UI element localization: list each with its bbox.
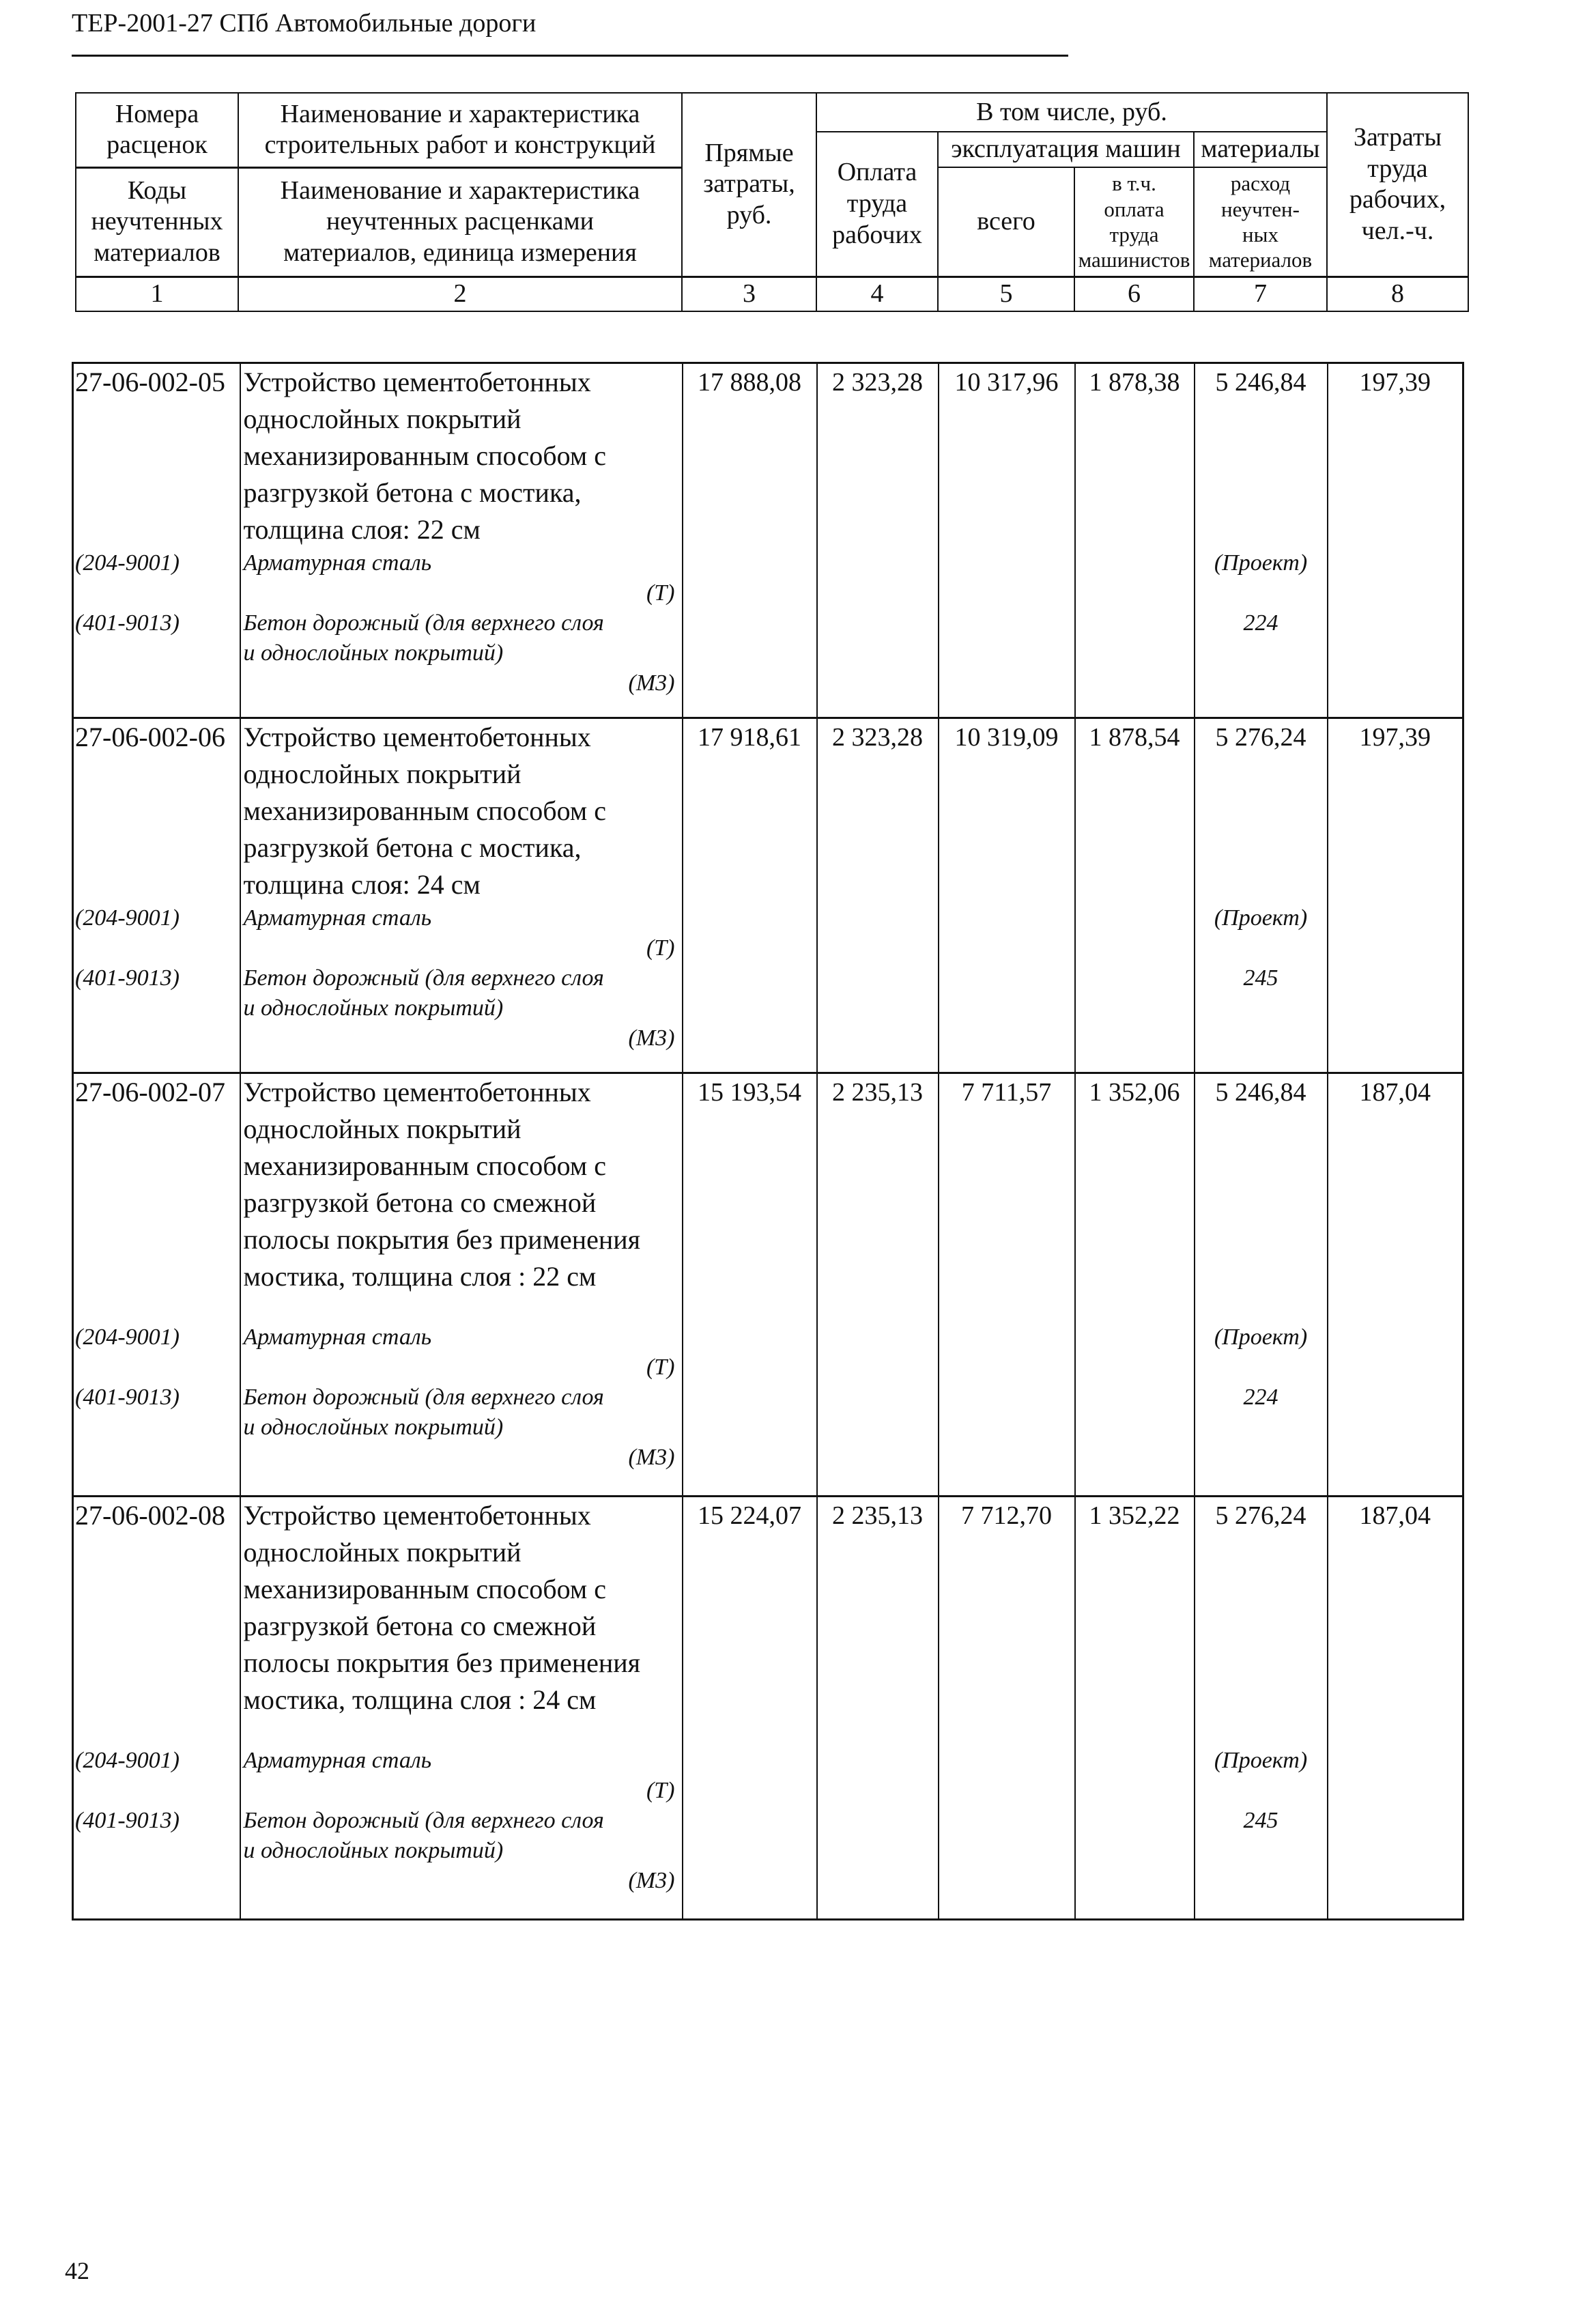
machinist-pay-value xyxy=(1075,718,1195,1073)
header-text: материалов, единица измерения xyxy=(283,238,637,267)
material-consumption: (Проект) xyxy=(1214,905,1308,931)
value: 15 193,54 xyxy=(698,1078,801,1107)
work-description-line: толщина слоя: 24 см xyxy=(243,869,481,900)
work-description-line: разгрузкой бетона с мостика, xyxy=(243,477,582,508)
material-unit: (Т) xyxy=(646,580,675,606)
worker-pay-value xyxy=(817,718,939,1073)
header-materials-group: материалы xyxy=(1194,132,1327,167)
worker-pay-value xyxy=(817,363,939,718)
labor-hours-value xyxy=(1328,1497,1463,1920)
material-code: (204-9001) xyxy=(75,1324,180,1350)
description-cell xyxy=(240,1073,683,1497)
materials-cell xyxy=(1195,718,1328,1073)
value: 7 712,70 xyxy=(961,1501,1052,1530)
value: 1 352,06 xyxy=(1089,1078,1180,1107)
material-code: (204-9001) xyxy=(75,905,180,931)
table-row xyxy=(73,1497,1463,1920)
value: 1 878,54 xyxy=(1089,723,1180,752)
rate-code: 27-06-002-05 xyxy=(75,367,225,397)
work-description-line: полосы покрытия без применения xyxy=(243,1647,641,1678)
header-text: чел.-ч. xyxy=(1361,216,1434,245)
header-materials-consumption xyxy=(1194,167,1327,277)
work-description-line: однослойных покрытий xyxy=(243,1114,521,1144)
worker-pay-value xyxy=(817,1497,939,1920)
material-consumption: (Проект) xyxy=(1214,1324,1308,1350)
value: 10 319,09 xyxy=(954,723,1059,752)
materials-value: 5 246,84 xyxy=(1215,368,1306,397)
header-rule xyxy=(72,55,1068,57)
header-text: расценок xyxy=(106,130,208,160)
work-description-line: Устройство цементобетонных xyxy=(243,367,591,397)
description-cell xyxy=(240,718,683,1073)
rate-code: 27-06-002-06 xyxy=(75,722,225,752)
header-text: руб. xyxy=(726,201,772,230)
table-header xyxy=(75,92,1469,312)
header-text: Номера xyxy=(115,99,199,128)
code-cell xyxy=(73,718,240,1073)
material-name: Бетон дорожный (для верхнего слоя xyxy=(243,1385,604,1410)
header-direct-costs xyxy=(682,93,816,277)
value: 197,39 xyxy=(1359,368,1431,397)
value: 187,04 xyxy=(1359,1501,1431,1530)
value: 15 224,07 xyxy=(698,1501,801,1530)
material-code: (401-9013) xyxy=(75,610,180,636)
machinist-pay-value xyxy=(1075,363,1195,718)
material-code: (204-9001) xyxy=(75,1748,180,1773)
materials-cell xyxy=(1195,363,1328,718)
work-description-line: однослойных покрытий xyxy=(243,403,521,434)
material-code: (401-9013) xyxy=(75,965,180,991)
header-text: рабочих, xyxy=(1349,185,1446,214)
material-code: (401-9013) xyxy=(75,1808,180,1833)
header-text: неучтенных xyxy=(91,207,223,236)
value: 7 711,57 xyxy=(961,1078,1052,1107)
work-description-line: Устройство цементобетонных xyxy=(243,722,591,752)
machinist-pay-value xyxy=(1075,1073,1195,1497)
header-rate-numbers xyxy=(76,93,238,167)
code-cell xyxy=(73,1497,240,1920)
labor-hours-value xyxy=(1328,363,1463,718)
header-unaccounted-codes xyxy=(76,167,238,277)
value: 197,39 xyxy=(1359,723,1431,752)
rates-table xyxy=(72,362,1464,1921)
material-name: Арматурная сталь xyxy=(243,905,432,931)
column-number: 3 xyxy=(682,277,816,311)
material-name: Арматурная сталь xyxy=(243,1324,432,1350)
column-number: 1 xyxy=(76,277,238,311)
value: 2 323,28 xyxy=(832,723,923,752)
header-worker-pay xyxy=(816,132,938,277)
header-text: машинистов xyxy=(1078,247,1190,272)
material-unit: (М3) xyxy=(628,1868,675,1893)
value: 187,04 xyxy=(1359,1078,1431,1107)
work-description-line: мостика, толщина слоя : 24 см xyxy=(243,1684,597,1715)
header-material-name xyxy=(238,167,682,277)
material-name: Арматурная сталь xyxy=(243,550,432,576)
header-text: труда xyxy=(1109,222,1159,246)
work-description-line: механизированным способом с xyxy=(243,440,606,471)
work-description-line: Устройство цементобетонных xyxy=(243,1500,591,1531)
materials-cell xyxy=(1195,1073,1328,1497)
material-name: и однослойных покрытий) xyxy=(243,995,504,1021)
work-description-line: полосы покрытия без применения xyxy=(243,1224,641,1255)
material-name: Бетон дорожный (для верхнего слоя xyxy=(243,965,604,991)
header-including-group: В том числе, руб. xyxy=(816,93,1327,132)
value: 1 878,38 xyxy=(1089,368,1180,397)
machinist-pay-value xyxy=(1075,1497,1195,1920)
labor-hours-value xyxy=(1328,1073,1463,1497)
material-unit: (Т) xyxy=(646,1778,675,1803)
header-machines-group: эксплуатация машин xyxy=(938,132,1194,167)
header-text: неучтенных расценками xyxy=(326,207,594,236)
work-description-line: мостика, толщина слоя : 22 см xyxy=(243,1261,597,1292)
header-text: строительных работ и конструкций xyxy=(264,130,656,160)
value: 2 235,13 xyxy=(832,1501,923,1530)
column-number: 4 xyxy=(816,277,938,311)
header-text: затраты, xyxy=(703,169,795,199)
description-cell xyxy=(240,1497,683,1920)
code-cell xyxy=(73,363,240,718)
header-work-name xyxy=(238,93,682,167)
header-text: расход xyxy=(1230,171,1291,196)
header-text: труда xyxy=(1367,154,1428,183)
value: 17 918,61 xyxy=(698,723,801,752)
material-name: Арматурная сталь xyxy=(243,1748,432,1773)
direct-costs-value xyxy=(683,1073,817,1497)
value: 10 317,96 xyxy=(954,368,1059,397)
materials-value: 5 276,24 xyxy=(1215,723,1306,752)
material-consumption: (Проект) xyxy=(1214,1748,1308,1773)
materials-value: 5 246,84 xyxy=(1215,1078,1306,1107)
rate-code: 27-06-002-08 xyxy=(75,1500,225,1531)
value: 2 323,28 xyxy=(832,368,923,397)
column-number: 8 xyxy=(1327,277,1468,311)
work-description-line: толщина слоя: 22 см xyxy=(243,514,481,545)
page-number: 42 xyxy=(65,2257,89,2284)
work-description-line: механизированным способом с xyxy=(243,1150,606,1181)
labor-hours-value xyxy=(1328,718,1463,1073)
material-consumption: 224 xyxy=(1243,610,1278,636)
header-text: труда xyxy=(846,188,908,218)
work-description-line: механизированным способом с xyxy=(243,1574,606,1604)
header-labor-hours xyxy=(1327,93,1468,277)
table-row xyxy=(73,718,1463,1073)
value: 2 235,13 xyxy=(832,1078,923,1107)
material-consumption: 245 xyxy=(1243,1808,1278,1833)
materials-cell xyxy=(1195,1497,1328,1920)
material-name: Бетон дорожный (для верхнего слоя xyxy=(243,610,604,636)
header-text: ных xyxy=(1242,222,1278,246)
material-name: и однослойных покрытий) xyxy=(243,1838,504,1863)
machines-total-value xyxy=(939,718,1075,1073)
header-machines-total: всего xyxy=(938,167,1074,277)
direct-costs-value xyxy=(683,1497,817,1920)
column-number: 6 xyxy=(1074,277,1194,311)
work-description-line: Устройство цементобетонных xyxy=(243,1077,591,1107)
worker-pay-value xyxy=(817,1073,939,1497)
header-text: Затраты xyxy=(1353,123,1442,152)
material-unit: (М3) xyxy=(628,1025,675,1051)
material-consumption: 245 xyxy=(1243,965,1278,991)
header-text: неучтен- xyxy=(1221,197,1300,221)
material-unit: (М3) xyxy=(628,1445,675,1470)
header-text: в т.ч. xyxy=(1112,171,1156,196)
table-row xyxy=(73,363,1463,718)
work-description-line: однослойных покрытий xyxy=(243,759,521,789)
page-header-title: ТЕР-2001-27 СПб Автомобильные дороги xyxy=(72,9,537,38)
rate-code: 27-06-002-07 xyxy=(75,1077,225,1107)
material-consumption: (Проект) xyxy=(1214,550,1308,576)
material-consumption: 224 xyxy=(1243,1385,1278,1410)
header-text: Прямые xyxy=(704,138,794,167)
material-name: Бетон дорожный (для верхнего слоя xyxy=(243,1808,604,1833)
header-text: Наименование и характеристика xyxy=(280,175,640,205)
machines-total-value xyxy=(939,1073,1075,1497)
material-code: (401-9013) xyxy=(75,1385,180,1410)
header-text: материалов xyxy=(94,238,220,267)
work-description-line: механизированным способом с xyxy=(243,795,606,826)
work-description-line: разгрузкой бетона со смежной xyxy=(243,1187,597,1218)
material-name: и однослойных покрытий) xyxy=(243,640,504,666)
material-unit: (Т) xyxy=(646,1355,675,1380)
column-number: 5 xyxy=(938,277,1074,311)
header-machinist-pay xyxy=(1074,167,1194,277)
header-text: рабочих xyxy=(832,220,922,249)
header-text: Оплата xyxy=(837,158,917,187)
table-row xyxy=(73,1073,1463,1497)
value: 1 352,22 xyxy=(1089,1501,1180,1530)
header-text: материалов xyxy=(1208,247,1313,272)
work-description-line: разгрузкой бетона с мостика, xyxy=(243,832,582,863)
header-text: Наименование и характеристика xyxy=(280,99,640,128)
work-description-line: однослойных покрытий xyxy=(243,1537,521,1568)
material-code: (204-9001) xyxy=(75,550,180,576)
work-description-line: разгрузкой бетона со смежной xyxy=(243,1611,597,1641)
material-unit: (Т) xyxy=(646,935,675,961)
materials-value: 5 276,24 xyxy=(1215,1501,1306,1530)
machines-total-value xyxy=(939,1497,1075,1920)
material-name: и однослойных покрытий) xyxy=(243,1415,504,1440)
material-unit: (М3) xyxy=(628,670,675,696)
direct-costs-value xyxy=(683,718,817,1073)
header-text: Коды xyxy=(127,175,187,205)
description-cell xyxy=(240,363,683,718)
code-cell xyxy=(73,1073,240,1497)
value: 17 888,08 xyxy=(698,368,801,397)
machines-total-value xyxy=(939,363,1075,718)
column-number: 7 xyxy=(1194,277,1327,311)
header-text: оплата xyxy=(1104,197,1164,221)
column-number: 2 xyxy=(238,277,682,311)
direct-costs-value xyxy=(683,363,817,718)
